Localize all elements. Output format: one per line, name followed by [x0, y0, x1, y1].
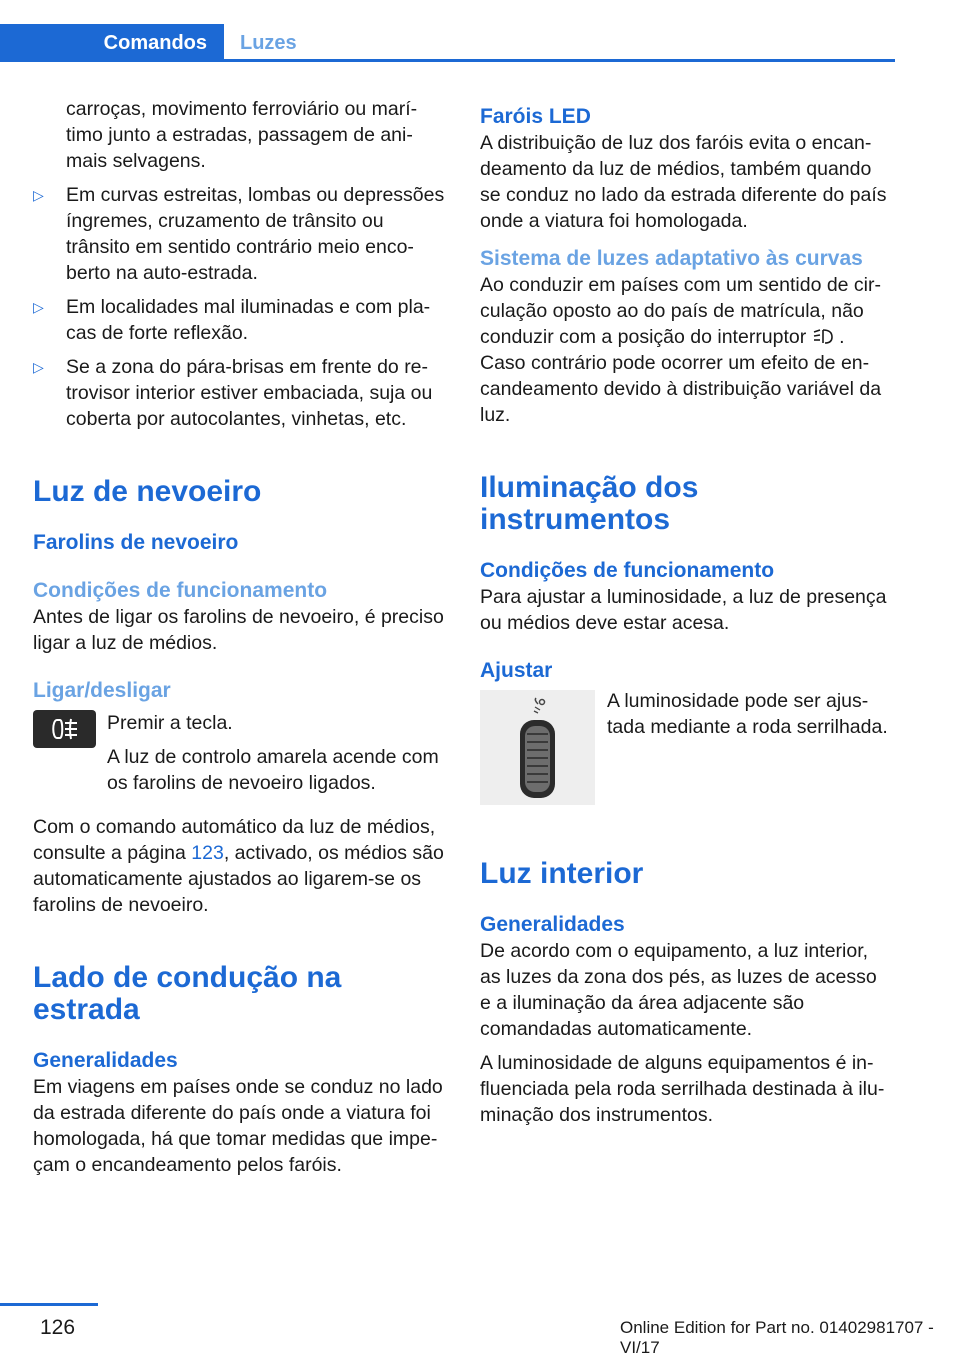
- bullet-triangle-icon: ▷: [33, 187, 44, 203]
- section-title-fog-light: Luz de nevoeiro: [33, 475, 262, 508]
- instrument-conditions-text: Para ajustar a luminosidade, a luz de presença ou médios deve estar acesa.: [480, 586, 887, 634]
- section-tab-luzes: Luzes: [240, 32, 297, 54]
- subsection-title-adjust: Ajustar: [480, 659, 553, 682]
- left-column: [33, 96, 447, 1178]
- auto-light-switch-icon: [812, 327, 834, 345]
- subsection-title-on-off: Ligar/desligar: [33, 679, 171, 702]
- onoff-text-first: A luz de controlo amarela acende com os farolins de nevoeiro ligados.: [107, 746, 439, 794]
- header-rule: [0, 59, 895, 62]
- subsection-title-general: Generalidades: [33, 1049, 178, 1072]
- bullet-list: [33, 182, 447, 432]
- subsection-title-adaptive-lights: Sistema de luzes adaptativo às curvas: [480, 247, 863, 270]
- bullet-triangle-icon: ▷: [33, 299, 44, 315]
- interior-text-2: A luminosidade de alguns equipamentos é influenciada pela roda serrilhada destinada à iluminação dos instrumentos.: [480, 1052, 885, 1126]
- section-tab-comandos: Comandos: [0, 24, 224, 62]
- fog-light-button-image: [33, 710, 96, 748]
- interior-text-1: De acordo com o equipamento, a luz interior, as luzes da zona dos pés, as luzes de acesso e a iluminação da área adjacente são comandadas automaticamente.: [480, 940, 877, 1040]
- led-text: A distribuição de luz dos faróis evita o encandeamento da luz de médios, também quando se conduz no lado da estrada diferente do país onde a viatura foi homologada.: [480, 132, 887, 232]
- page-header: [0, 0, 895, 62]
- bullet-triangle-icon: ▷: [33, 359, 44, 375]
- page-number: 126: [40, 1316, 76, 1339]
- fog-key-block: [33, 710, 447, 796]
- continued-paragraph: carroças, movimento ferroviário ou marítimo junto a estradas, passagem de animais selvagens.: [66, 98, 418, 172]
- right-column: [480, 96, 892, 1128]
- section-title-driving-side: Lado de condução na estrada: [33, 961, 342, 1026]
- fog-light-icon: [51, 717, 79, 741]
- list-item: ▷ Se a zona do pára-brisas em frente do retrovisor interior estiver embaciada, suja ou coberta por autocolantes, vinhetas, etc.: [33, 356, 433, 430]
- footer-rule: [0, 1303, 98, 1306]
- subsection-title-fog-lamps: Farolins de nevoeiro: [33, 531, 239, 554]
- driving-side-text: Em viagens em países onde se conduz no lado da estrada diferente do país onde a viatura foi homologada, há que tomar medidas que impeçam o encandeamento pelos faróis.: [33, 1076, 443, 1176]
- page-reference-link[interactable]: 123: [191, 842, 224, 864]
- subsection-title-instrument-conditions: Condições de funcionamento: [480, 559, 775, 582]
- dimmer-wheel-icon: [480, 690, 595, 805]
- auto-headlight-text: Com o comando automático da luz de médios, consulte a página 123, activado, os médios são automaticamente ajustados ao ligarem-se os farolins de nevoeiro.: [33, 816, 444, 916]
- dimmer-block: [480, 688, 892, 814]
- subsection-title-operating-conditions: Condições de funcionamento: [33, 579, 328, 602]
- section-title-interior-light: Luz interior: [480, 857, 644, 890]
- list-item: ▷ Em curvas estreitas, lombas ou depressões íngremes, cruzamento de trânsito ou trânsito em sentido contrário meio encoberto na auto-estrada.: [33, 184, 445, 284]
- subsection-title-led-headlights: Faróis LED: [480, 105, 591, 128]
- adjust-text: A luminosidade pode ser ajustada mediante a roda serrilhada.: [607, 690, 888, 738]
- edition-note: Online Edition for Part no. 01402981707 - VI/17: [620, 1318, 934, 1357]
- dimmer-wheel-image: [480, 690, 595, 805]
- list-item: ▷ Em localidades mal iluminadas e com placas de forte reflexão.: [33, 296, 431, 344]
- section-title-instrument-lighting: Iluminação dos instrumentos: [480, 471, 699, 536]
- onoff-instruction: Premir a tecla.: [107, 712, 233, 734]
- subsection-title-interior-general: Generalidades: [480, 913, 625, 936]
- fog-conditions-text: Antes de ligar os farolins de nevoeiro, é preciso ligar a luz de médios.: [33, 606, 444, 654]
- adaptive-text: Ao conduzir em países com um sentido de circulação oposto ao do país de matrícula, não conduzir com a posição do interruptor . Caso contrário pode ocorrer um efeito de encandeamento devido à distribuição variável da luz.: [480, 274, 882, 426]
